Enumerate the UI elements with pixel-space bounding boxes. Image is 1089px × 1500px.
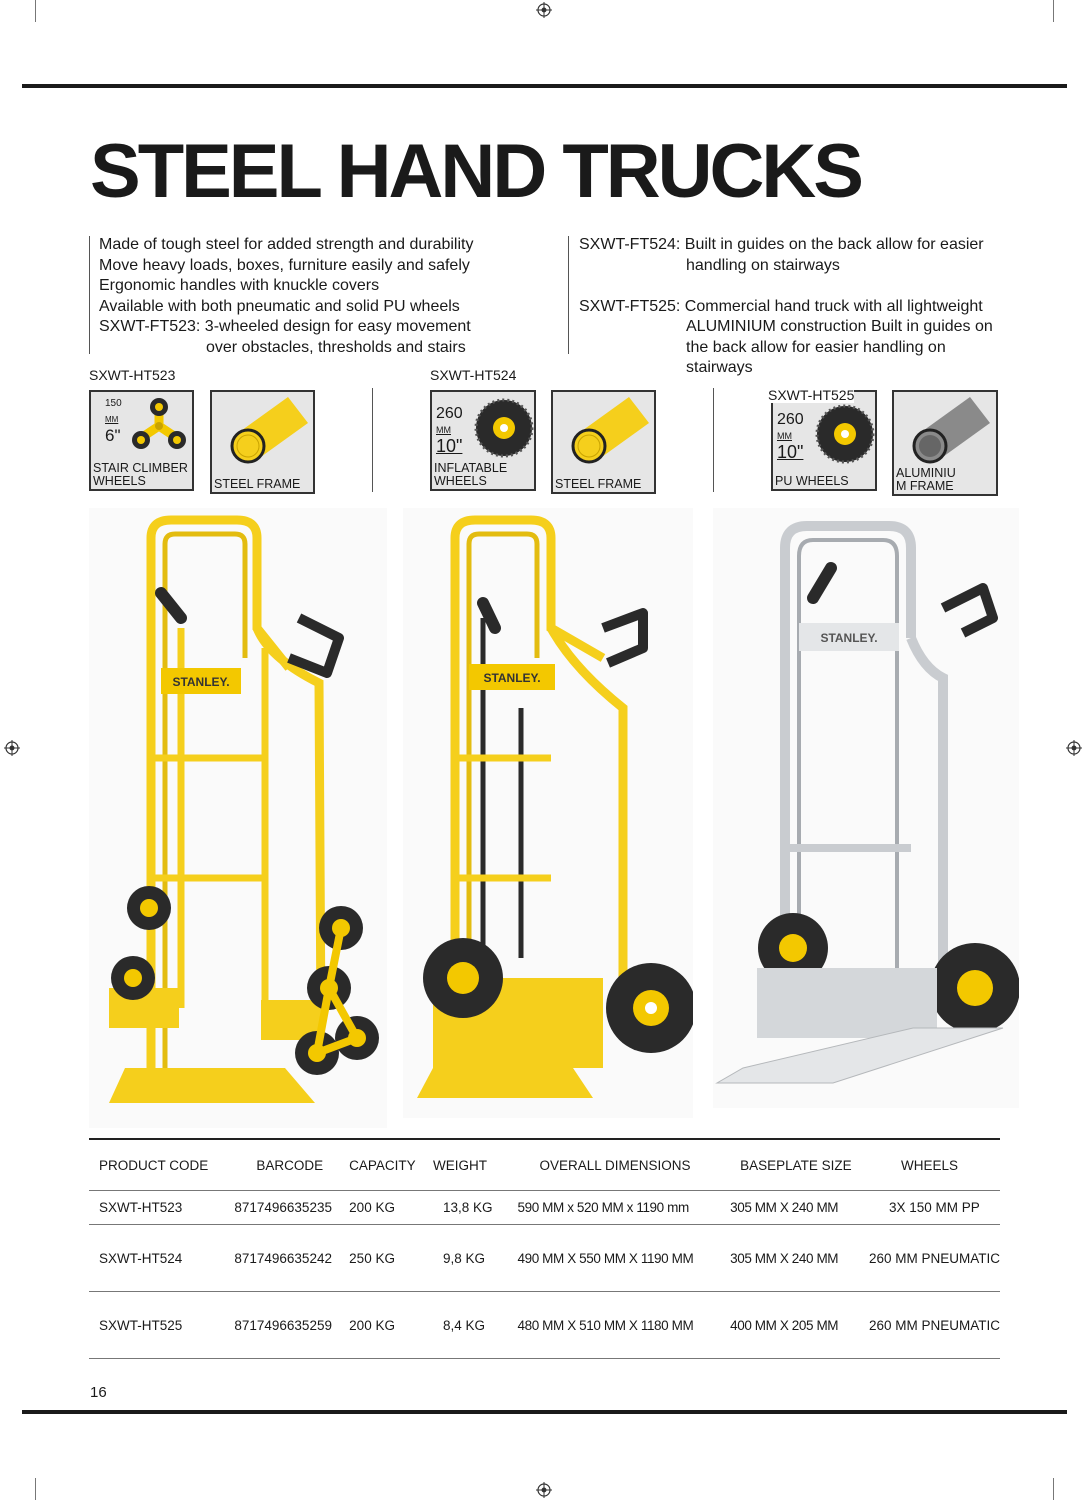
column-header: BARCODE (224, 1139, 339, 1191)
cell-baseplate: 305 MM X 240 MM (720, 1191, 859, 1225)
hand-truck-ht524-image (403, 508, 693, 1118)
feature-line: Made of tough steel for added strength and durability (99, 236, 474, 253)
spec-table (89, 1138, 1000, 1359)
steel-frame-icon (551, 390, 656, 494)
wheel-size-inch: 10" (777, 442, 804, 462)
cell-product-code: SXWT-HT525 (89, 1292, 224, 1359)
cell-barcode: 8717496635235 (224, 1191, 339, 1225)
cell-dimensions: 480 MM X 510 MM X 1180 MM (508, 1292, 721, 1359)
features-right (579, 235, 993, 379)
column-header: WHEELS (859, 1139, 1000, 1191)
icon-label: INFLATABLE WHEELS (434, 461, 508, 488)
table-header-row (89, 1139, 1000, 1191)
registration-mark-icon (1066, 740, 1082, 756)
column-header: BASEPLATE SIZE (720, 1139, 859, 1191)
feature-line: Move heavy loads, boxes, furniture easily and safely (99, 256, 470, 274)
registration-mark-icon (4, 740, 20, 756)
icon-label: PU WHEELS (775, 474, 849, 488)
feature-line: stairways (686, 359, 753, 376)
wheel-size-inch: 6" (105, 426, 121, 445)
stair-climber-wheel-icon (89, 390, 194, 491)
cell-capacity: 200 KG (339, 1292, 423, 1359)
feature-line: Ergonomic handles with knuckle covers (99, 277, 380, 294)
feature-line: SXWT-FT524: Built in guides on the back allow for easier (579, 236, 984, 253)
pu-wheel-icon (771, 390, 877, 491)
feature-line: handling on stairways (686, 256, 840, 274)
feature-line: ALUMINIUM construction Built in guides on (686, 318, 993, 335)
column-header: WEIGHT (423, 1139, 508, 1191)
registration-mark-icon (536, 2, 552, 18)
tyre-icon (815, 404, 875, 464)
cell-weight: 13,8 KG (423, 1191, 508, 1225)
wheel-size-mm: 260 (436, 405, 463, 422)
cell-capacity: 200 KG (339, 1191, 423, 1225)
cell-product-code: SXWT-HT523 (89, 1191, 224, 1225)
wheel-size-mm: 150 (105, 398, 122, 409)
bottom-rule (22, 1410, 1067, 1414)
table-row (89, 1225, 1000, 1292)
cell-baseplate: 305 MM X 240 MM (720, 1225, 859, 1292)
tube-icon (216, 395, 311, 475)
top-rule (22, 84, 1067, 88)
steel-frame-icon (210, 390, 315, 494)
model-code: SXWT-HT524 (430, 367, 517, 383)
hand-truck-ht523-image (89, 508, 387, 1128)
column-header: PRODUCT CODE (89, 1139, 224, 1191)
registration-mark-icon (536, 1482, 552, 1498)
brand-label: STANLEY. (172, 675, 230, 689)
hand-truck-ht525-image (713, 508, 1019, 1108)
cell-weight: 8,4 KG (423, 1292, 508, 1359)
mm-unit: MM (436, 425, 451, 435)
crop-mark (1053, 0, 1054, 22)
wheel-size (105, 396, 122, 445)
tyre-icon (474, 398, 534, 458)
brand-label: STANLEY. (483, 671, 541, 685)
feature-line: over obstacles, thresholds and stairs (206, 338, 466, 356)
crop-mark (35, 0, 36, 22)
divider (372, 388, 373, 492)
page-number: 16 (90, 1384, 107, 1401)
divider (713, 388, 714, 492)
icon-label: ALUMINIU M FRAME (896, 466, 956, 493)
tube-icon (898, 395, 993, 475)
cell-barcode: 8717496635259 (224, 1292, 339, 1359)
crop-mark (35, 1478, 36, 1500)
table-row (89, 1292, 1000, 1359)
icon-label: STEEL FRAME (214, 477, 301, 491)
brand-label: STANLEY. (820, 631, 878, 645)
cell-capacity: 250 KG (339, 1225, 423, 1292)
wheel-size-inch: 10" (436, 436, 463, 456)
mm-unit: MM (105, 415, 119, 424)
aluminium-frame-icon (892, 390, 998, 496)
icon-label: STAIR CLIMBER WHEELS (93, 461, 188, 488)
wheel-size (436, 406, 463, 456)
divider (568, 236, 569, 354)
page-title: STEEL HAND TRUCKS (90, 129, 861, 214)
crop-mark (1053, 1478, 1054, 1500)
tri-wheel-icon (131, 398, 187, 454)
model-code: SXWT-HT525 (768, 387, 855, 403)
wheel-size-mm: 260 (777, 411, 804, 428)
feature-line: Available with both pneumatic and solid PU wheels (99, 297, 460, 315)
inflatable-wheel-icon (430, 390, 536, 491)
features-left (99, 235, 473, 358)
table-row (89, 1191, 1000, 1225)
tube-icon (557, 395, 652, 475)
wheel-size (777, 412, 804, 462)
divider (89, 236, 90, 354)
cell-dimensions: 590 MM x 520 MM x 1190 mm (508, 1191, 721, 1225)
column-header: CAPACITY (339, 1139, 423, 1191)
feature-line: the back allow for easier handling on (686, 338, 946, 356)
cell-weight: 9,8 KG (423, 1225, 508, 1292)
cell-wheels: 3X 150 MM PP (859, 1191, 1000, 1225)
icon-label: STEEL FRAME (555, 477, 642, 491)
feature-line: SXWT-FT523: 3-wheeled design for easy movement (99, 318, 471, 335)
cell-product-code: SXWT-HT524 (89, 1225, 224, 1292)
model-code: SXWT-HT523 (89, 367, 176, 383)
column-header: OVERALL DIMENSIONS (508, 1139, 721, 1191)
cell-wheels: 260 MM PNEUMATIC (859, 1292, 1000, 1359)
cell-wheels: 260 MM PNEUMATIC (859, 1225, 1000, 1292)
cell-dimensions: 490 MM X 550 MM X 1190 MM (508, 1225, 721, 1292)
feature-line: SXWT-FT525: Commercial hand truck with all lightweight (579, 297, 983, 315)
cell-barcode: 8717496635242 (224, 1225, 339, 1292)
spacer (579, 276, 993, 297)
mm-unit: MM (777, 431, 792, 441)
cell-baseplate: 400 MM X 205 MM (720, 1292, 859, 1359)
